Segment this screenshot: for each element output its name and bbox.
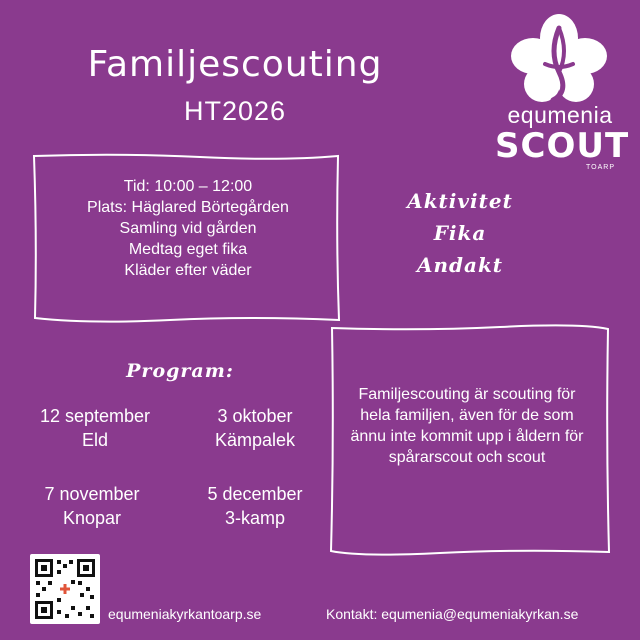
event-name: Eld <box>81 430 108 450</box>
qr-code-icon <box>30 554 100 624</box>
qr-code[interactable] <box>30 554 100 624</box>
info-box <box>38 176 338 281</box>
equmenia-scout-logo <box>495 12 630 177</box>
logo-name: equmenia <box>507 102 613 128</box>
program-event <box>175 404 335 452</box>
program-heading: Program: <box>126 360 234 382</box>
activity-item: Andakt <box>416 253 504 277</box>
info-time: Tid: 10:00 – 12:00 <box>123 178 253 195</box>
contact-email[interactable]: Kontakt: equmenia@equmeniakyrkan.se <box>326 606 579 622</box>
info-clothes: Kläder efter väder <box>124 262 252 279</box>
logo-location: TOARP <box>586 164 615 171</box>
event-date: 12 september <box>39 406 151 426</box>
program-event <box>12 482 172 530</box>
flower-icon <box>509 12 609 107</box>
info-meeting: Samling vid gården <box>119 220 257 237</box>
event-name: Knopar <box>62 508 122 528</box>
activity-item: Fika <box>433 221 487 245</box>
event-date: 5 december <box>207 484 303 504</box>
info-place: Plats: Häglared Börtegården <box>87 199 289 216</box>
program-event <box>175 482 335 530</box>
event-date: 3 oktober <box>217 406 293 426</box>
term-label: HT2026 <box>183 96 287 126</box>
website-link[interactable]: equmeniakyrkantoarp.se <box>108 606 262 622</box>
page-title: Familjescouting <box>87 44 383 85</box>
description-text: Familjescouting är scouting för hela familjen, även för de som ännu inte kommit upp i åldern för spårarscout och scout <box>350 386 584 466</box>
activity-item: Aktivitet <box>407 189 513 213</box>
program-event <box>15 404 175 452</box>
event-date: 7 november <box>44 484 140 504</box>
info-fika: Medtag eget fika <box>128 241 248 258</box>
event-name: Kämpalek <box>214 430 296 450</box>
logo-scout: SCOUT <box>495 126 630 166</box>
event-name: 3-kamp <box>224 508 286 528</box>
activities-list <box>395 185 525 281</box>
